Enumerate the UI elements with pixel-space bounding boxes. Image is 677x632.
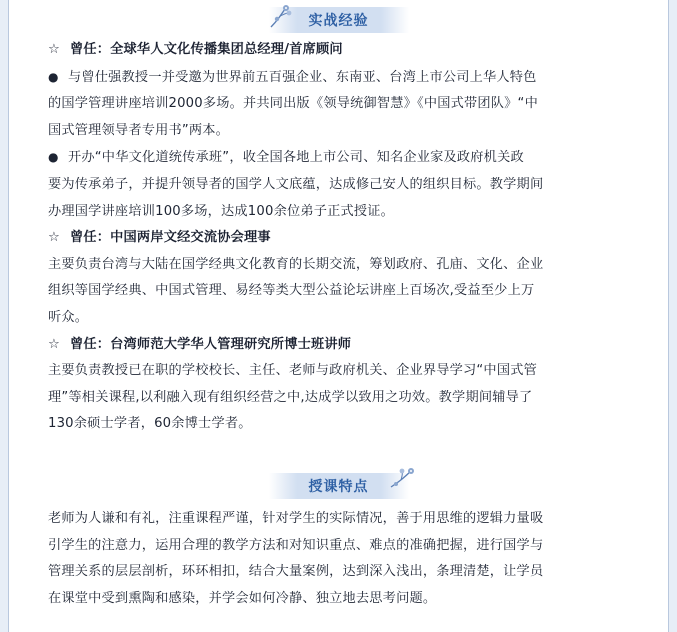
teaching-text-line: 管理关系的层层剖析，环环相扣，结合大量案例，达到深入浅出，条理清楚，让学员	[48, 564, 544, 580]
line-text: 的国学管理讲座培训2000多场。并共同出版《领导统御智慧》《中国式带团队》“中	[48, 96, 538, 112]
line-text: 国式管理领导者专用书”两本。	[48, 122, 230, 138]
line-text: 曾任：全球华人文化传播集团总经理/首席顾问	[70, 42, 343, 57]
experience-text-line	[48, 358, 629, 385]
teaching-section-header	[48, 468, 629, 504]
line-text: 曾任：台湾师范大学华人管理研究所博士班讲师	[70, 336, 352, 352]
experience-heading	[48, 37, 629, 64]
right-frame-border	[668, 0, 677, 632]
line-text: 主要负责教授已在职的学校校长、主任、老师与政府机关、企业界导学习“中国式管	[48, 363, 537, 379]
experience-text-line	[48, 411, 629, 438]
experience-text-line	[48, 91, 629, 118]
line-text: 理”等相关课程,以利融入现有组织经营之中,达成学以致用之功效。教学期间辅导了	[48, 389, 533, 405]
line-text: 与曾仕强教授一并受邀为世界前五百强企业、东南亚、台湾上市公司上华人特色	[68, 69, 537, 85]
line-text: 开办“中华文化道统传承班”，收全国各地上市公司、知名企业家及政府机关政	[68, 150, 524, 166]
plum-blossom-icon	[389, 465, 415, 491]
line-text: 曾任：中国两岸文经交流协会理事	[70, 230, 271, 246]
experience-list	[48, 37, 629, 438]
teaching-text-line: 在课堂中受到熏陶和感染，并学会如何冷静、独立地去思考问题。	[48, 590, 437, 606]
line-text: 要为传承弟子，并提升领导者的国学人文底蕴，达成修己安人的组织目标。教学期间	[48, 176, 544, 192]
line-text: 组织等国学经典、中国式管理、易经等类大型公益论坛讲座上百场次,受益至少上万	[48, 283, 535, 299]
teaching-paragraph	[48, 506, 629, 612]
bullet-icon: ●	[48, 150, 59, 165]
bullet-icon: ●	[48, 69, 59, 84]
experience-text-line	[48, 172, 629, 199]
plum-blossom-icon	[267, 3, 293, 29]
experience-text-line	[48, 385, 629, 412]
profile-content	[48, 0, 629, 632]
line-text: 主要负责台湾与大陆在国学经典文化教育的长期交流，筹划政府、孔庙、文化、企业	[48, 256, 544, 272]
experience-text-line	[48, 118, 629, 145]
teaching-section-title: 授课特点	[269, 473, 409, 499]
teaching-text-line: 引学生的注意力，运用合理的教学方法和对知识重点、难点的准确把握，进行国学与	[48, 537, 544, 553]
line-text: 130余硕士学者，60余博士学者。	[48, 416, 252, 432]
experience-text-line	[48, 278, 629, 305]
experience-text-line	[48, 199, 629, 226]
experience-section-title: 实战经验	[269, 7, 409, 33]
star-icon: ☆	[48, 42, 61, 57]
teaching-text-line: 老师为人谦和有礼，注重课程严谨，针对学生的实际情况，善于用思维的逻辑力量吸	[48, 511, 544, 526]
experience-text-line	[48, 252, 629, 279]
experience-bullet-line	[48, 144, 629, 172]
line-text: 听众。	[48, 309, 89, 325]
experience-bullet-line	[48, 64, 629, 92]
experience-text-line	[48, 305, 629, 332]
star-icon: ☆	[48, 336, 61, 352]
star-icon: ☆	[48, 230, 61, 246]
experience-section-header	[48, 2, 629, 38]
experience-heading	[48, 225, 629, 252]
line-text: 办理国学讲座培训100多场，达成100余位弟子正式授证。	[48, 203, 395, 219]
left-frame-border	[0, 0, 9, 632]
experience-heading	[48, 332, 629, 359]
